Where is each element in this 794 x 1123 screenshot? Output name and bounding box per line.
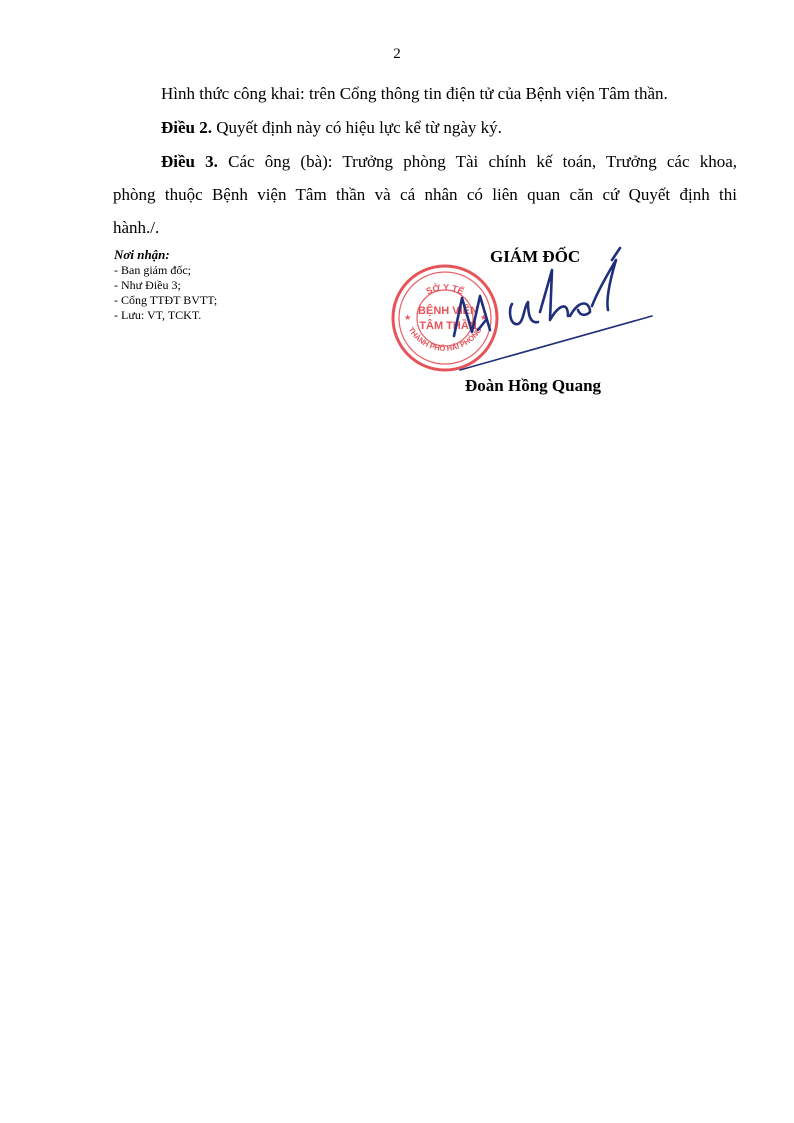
article-3-text-line-2: phòng thuộc Bệnh viện Tâm thần và cá nhân có liên quan căn cứ Quyết định thi [113, 185, 737, 204]
recipients-block [114, 247, 217, 323]
signature-stroke [540, 270, 568, 320]
recipients-title: Nơi nhận: [114, 247, 170, 262]
signature-stroke [478, 320, 486, 330]
signature-stroke [612, 248, 620, 260]
article-2-text: Quyết định này có hiệu lực kể từ ngày ký. [212, 118, 502, 137]
stamp-top-text: SỞ Y TẾ [424, 282, 466, 297]
article-3 [113, 146, 737, 178]
stamp-bottom-text: THÀNH PHỐ HẢI PHÒNG [406, 325, 484, 353]
director-title: GIÁM ĐỐC [490, 247, 581, 266]
stamp-center-line-2: TÂM THẦN [419, 320, 477, 332]
signature-stroke [592, 260, 616, 310]
article-3-text-line-1: Các ông (bà): Trưởng phòng Tài chính kế toán, Trưởng các khoa, [217, 152, 737, 171]
publicity-line: Hình thức công khai: trên Cổng thông tin điện tử của Bệnh viện Tâm thần. [161, 84, 668, 103]
recipient-item: - Lưu: VT, TCKT. [114, 308, 202, 322]
signature-stroke [570, 304, 590, 317]
signature-stroke [454, 296, 490, 336]
signature-stroke [510, 302, 538, 324]
stamp-star-icon: ★ [480, 313, 488, 322]
recipient-item: - Ban giám đốc; [114, 263, 191, 277]
director-name: Đoàn Hồng Quang [465, 376, 602, 395]
stamp-center-line-1: BỆNH VIỆN [418, 305, 478, 317]
stamp-star-icon: ★ [404, 313, 412, 322]
article-3-label: Điều 3. [161, 152, 218, 171]
recipient-item: - Như Điều 3; [114, 278, 181, 292]
page-number: 2 [393, 46, 401, 62]
article-2-label: Điều 2. [161, 118, 212, 137]
article-3-text-line-3: hành./. [113, 218, 160, 237]
article-2 [113, 112, 737, 144]
recipient-item: - Cổng TTĐT BVTT; [114, 293, 218, 307]
